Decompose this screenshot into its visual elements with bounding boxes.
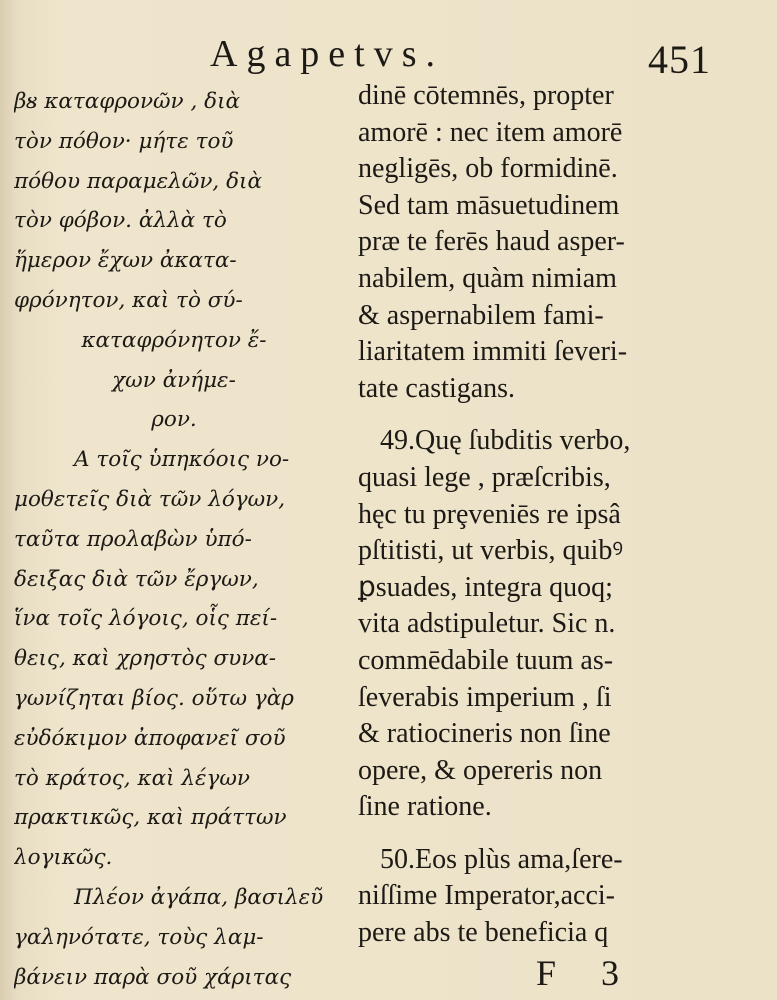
greek-line: ἥμερον ἔχων ἀκατα- <box>14 248 237 274</box>
latin-line: hęc tu prȩveniēs re ipsâ <box>358 498 621 530</box>
latin-line: commēdabile tuum as- <box>358 644 614 676</box>
greek-line: βᴕ καταφρονῶν , διὰ <box>14 89 241 114</box>
latin-line: præ te ferēs haud asper- <box>358 226 625 258</box>
latin-line: & aspernabilem fami- <box>358 299 604 331</box>
latin-line: ſeverabis imperium , ſi <box>358 681 612 713</box>
latin-line: negligēs, ob formidinē. <box>358 153 618 185</box>
greek-line: θεις, καὶ χρηστὸς συνα- <box>14 646 277 672</box>
column-gutter <box>340 90 341 950</box>
greek-line: χων ἀνήμε- <box>112 367 236 393</box>
greek-line: λογικῶς. <box>14 845 113 871</box>
greek-line: καταφρόνητον ἔ- <box>81 327 267 353</box>
latin-line: pſtitisti, ut verbis, quibꝰ <box>358 535 624 567</box>
greek-line: τὸν φόβον. ἀλλὰ τὸ <box>14 208 227 234</box>
latin-line: ꝑsuades, integra quoq; <box>358 571 613 603</box>
latin-line: dinē cōtemnēs, propter <box>358 80 614 111</box>
latin-line: 49.Quę ſubditis verbo, <box>380 425 631 457</box>
signature-mark: F 3 <box>536 953 638 993</box>
latin-line: opere, & opereris non <box>358 754 603 786</box>
greek-line: δειξας διὰ τῶν ἔργων, <box>14 566 259 592</box>
latin-line: Sed tam māsuetudinem <box>358 189 620 221</box>
greek-line: γωνίζηται βίος. οὕτω γὰρ <box>14 685 294 711</box>
greek-line: μοθετεῖς διὰ τῶν λόγων, <box>14 486 286 512</box>
latin-line: niſſime Imperator,acci- <box>358 880 615 912</box>
greek-line: πόθου παραμελῶν, διὰ <box>14 168 262 194</box>
greek-line: τὸν πόθον· μήτε τοῦ <box>14 128 234 154</box>
page-number: 451 <box>648 37 711 82</box>
greek-line: βάνειν παρὰ σοῦ χάριτας <box>14 964 292 990</box>
latin-line: liaritatem immiti ſeveri- <box>358 336 628 368</box>
greek-line: ρον. <box>151 407 197 433</box>
latin-column <box>358 78 770 952</box>
latin-line: tate castigans. <box>358 372 516 404</box>
latin-line: pere abs te beneficia q <box>358 917 609 949</box>
greek-line: ταῦτα προλαβὼν ὑπό- <box>14 526 252 552</box>
greek-line: Α τοῖς ὑπηκόοις νο- <box>74 447 290 473</box>
latin-line: vita adstipuletur. Sic n. <box>358 608 616 640</box>
greek-line: πρακτικῶς, καὶ πράττων <box>14 805 287 831</box>
latin-line: nabilem, quàm nimiam <box>358 262 617 294</box>
greek-line: Πλέον ἀγάπα, βασιλεῦ <box>74 884 324 910</box>
latin-line: 50.Eos plùs ama,ſere- <box>380 843 623 875</box>
latin-line: amorē : nec item amorē <box>358 116 623 148</box>
greek-line: γαληνότατε, τοὺς λαμ- <box>14 924 264 950</box>
running-head: Agapetvs. <box>210 33 445 75</box>
latin-line: & ratiocineris non ſine <box>358 718 611 750</box>
greek-line: φρόνητον, καὶ τὸ σύ- <box>14 287 243 313</box>
latin-line: quasi lege , præſcribis, <box>358 461 611 493</box>
page-header <box>0 22 777 82</box>
greek-column <box>14 82 334 997</box>
greek-line: εὐδόκιμον ἀποφανεῖ σοῦ <box>14 725 286 751</box>
greek-line: ἵνα τοῖς λόγοις, οἷς πεί- <box>14 606 278 632</box>
greek-line: τὸ κράτος, καὶ λέγων <box>14 765 250 791</box>
latin-line: ſine ratione. <box>358 791 492 823</box>
